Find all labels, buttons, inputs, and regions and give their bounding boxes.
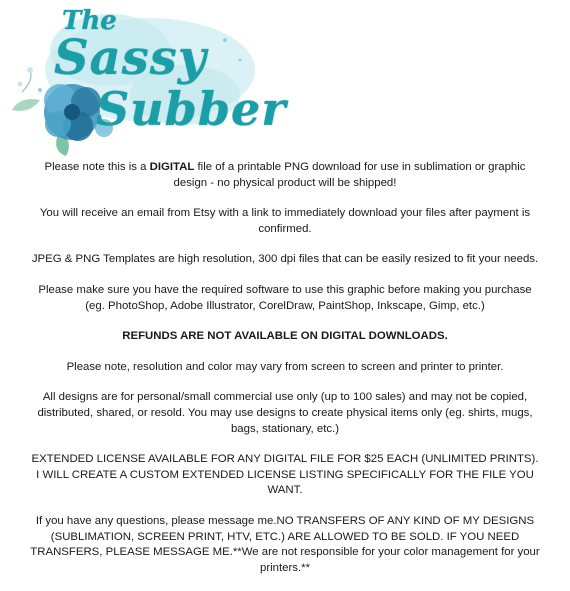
- contact-notice: If you have any questions, please message me.NO TRANSFERS OF ANY KIND OF MY DESIGNS (SUBLIMATION, SCREEN PRINT, HTV, ETC.) ARE ALLOWED TO BE SOLD. IF YOU NEED TRANSFERS, PLEASE MESSAGE ME.**We are not responsible for your color management for your printers.**: [30, 514, 540, 574]
- digital-file-notice: [30, 160, 540, 191]
- logo-line-subber: Subber: [96, 82, 287, 136]
- notice-text-start: Please note this is a: [44, 161, 150, 173]
- extended-license-notice: EXTENDED LICENSE AVAILABLE FOR ANY DIGITAL FILE FOR $25 EACH (UNLIMITED PRINTS). I WILL CREATE A CUSTOM EXTENDED LICENSE LISTING SPECIFICALLY FOR THE FILE YOU WANT.: [31, 453, 539, 497]
- software-notice: Please make sure you have the required software to use this graphic before making you purchase (eg. PhotoShop, Adobe Illustrator, CorelDraw, PaintShop, Inkscape, Gimp, etc.): [38, 283, 532, 312]
- resolution-notice: JPEG & PNG Templates are high resolution, 300 dpi files that can be easily resized to fit your needs.: [31, 253, 539, 266]
- notice-text-end: file of a printable PNG download for use in sublimation or graphic design - no physical product will be shipped!: [173, 161, 526, 189]
- notice-bold-word: DIGITAL: [149, 161, 195, 173]
- logo-line-sassy: Sassy: [54, 30, 207, 86]
- refund-notice: REFUNDS ARE NOT AVAILABLE ON DIGITAL DOWNLOADS.: [122, 330, 448, 343]
- logo-line-the: The: [62, 6, 117, 36]
- email-notice: You will receive an email from Etsy with a link to immediately download your files after payment is confirmed.: [39, 207, 531, 235]
- brand-logo: [0, 0, 570, 160]
- color-notice: Please note, resolution and color may vary from screen to screen and printer to printer.: [66, 360, 504, 373]
- usage-notice: All designs are for personal/small commercial use only (up to 100 sales) and may not be copied, distributed, shared, or resold. You may use designs to create physical items only (eg. shirts, mugs, bags, stationary, etc.): [37, 391, 533, 435]
- info-text: [30, 160, 540, 591]
